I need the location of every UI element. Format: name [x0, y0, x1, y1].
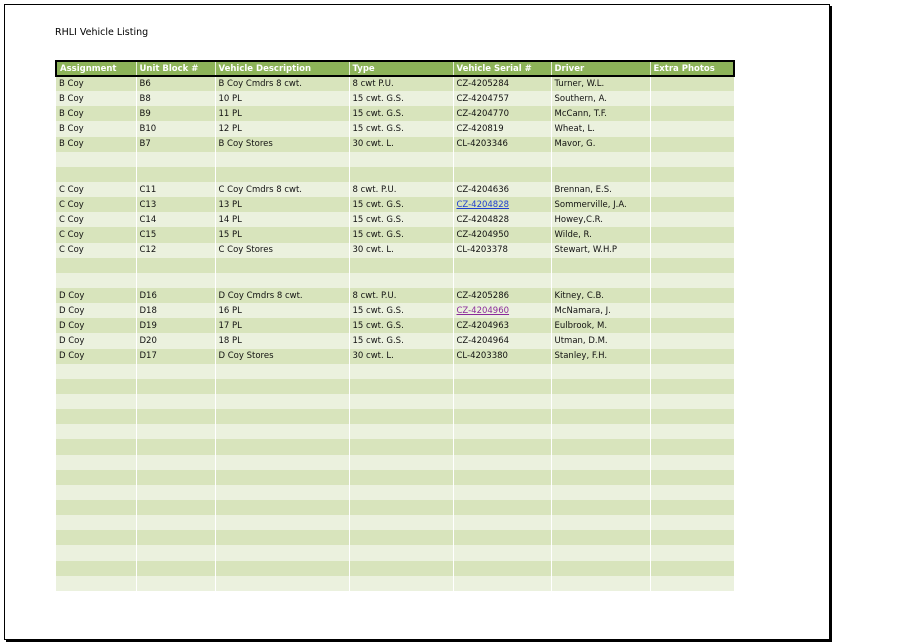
unit-block-cell: [136, 485, 215, 500]
table-row: [56, 227, 734, 242]
vehicle-description-cell: 11 PL: [215, 106, 349, 121]
extra-photos-cell: [650, 152, 734, 167]
table-row: [56, 530, 734, 545]
unit-block-cell: [136, 409, 215, 424]
assignment-cell: B Coy: [56, 106, 136, 121]
extra-photos-cell: [650, 91, 734, 106]
unit-block-cell: [136, 515, 215, 530]
extra-photos-cell: [650, 545, 734, 560]
header-driver: Driver: [551, 61, 650, 76]
extra-photos-cell: [650, 333, 734, 348]
assignment-cell: [56, 258, 136, 273]
vehicle-description-cell: D Coy Cmdrs 8 cwt.: [215, 288, 349, 303]
type-cell: [349, 424, 453, 439]
assignment-cell: [56, 424, 136, 439]
unit-block-cell: [136, 424, 215, 439]
vehicle-description-cell: B Coy Stores: [215, 137, 349, 152]
vehicle-serial-cell: CZ-4205284: [453, 76, 551, 91]
extra-photos-cell: [650, 273, 734, 288]
vehicle-serial-cell: [453, 258, 551, 273]
driver-cell: [551, 379, 650, 394]
assignment-cell: [56, 500, 136, 515]
type-cell: [349, 530, 453, 545]
table-row: [56, 197, 734, 212]
table-row: [56, 439, 734, 454]
type-cell: 15 cwt. G.S.: [349, 91, 453, 106]
driver-cell: [551, 258, 650, 273]
extra-photos-cell: [650, 424, 734, 439]
type-cell: [349, 152, 453, 167]
header-unit-block: Unit Block #: [136, 61, 215, 76]
type-cell: [349, 167, 453, 182]
vehicle-serial-cell: CZ-4204770: [453, 106, 551, 121]
type-cell: 15 cwt. G.S.: [349, 303, 453, 318]
vehicle-description-cell: [215, 455, 349, 470]
vehicle-serial-cell: [453, 545, 551, 560]
document-title: RHLI Vehicle Listing: [55, 27, 149, 38]
vehicle-description-cell: [215, 545, 349, 560]
assignment-cell: D Coy: [56, 288, 136, 303]
driver-cell: [551, 576, 650, 591]
extra-photos-cell: [650, 515, 734, 530]
vehicle-serial-cell: CZ-4204964: [453, 333, 551, 348]
table-row: [56, 470, 734, 485]
vehicle-description-cell: [215, 530, 349, 545]
header-type: Type: [349, 61, 453, 76]
driver-cell: [551, 273, 650, 288]
table-row: [56, 349, 734, 364]
extra-photos-cell: [650, 364, 734, 379]
table-row: [56, 212, 734, 227]
vehicle-serial-cell: [453, 439, 551, 454]
vehicle-serial-cell: [453, 303, 551, 318]
table-row: [56, 379, 734, 394]
extra-photos-cell: [650, 167, 734, 182]
type-cell: [349, 409, 453, 424]
unit-block-cell: [136, 258, 215, 273]
type-cell: 15 cwt. G.S.: [349, 333, 453, 348]
unit-block-cell: [136, 439, 215, 454]
assignment-cell: [56, 515, 136, 530]
extra-photos-cell: [650, 500, 734, 515]
type-cell: [349, 394, 453, 409]
driver-cell: [551, 394, 650, 409]
assignment-cell: [56, 576, 136, 591]
driver-cell: [551, 530, 650, 545]
type-cell: [349, 455, 453, 470]
type-cell: 30 cwt. L.: [349, 243, 453, 258]
unit-block-cell: D20: [136, 333, 215, 348]
vehicle-serial-cell: CL-4203380: [453, 349, 551, 364]
type-cell: [349, 273, 453, 288]
driver-cell: Utman, D.M.: [551, 333, 650, 348]
table-row: [56, 485, 734, 500]
table-row: [56, 76, 734, 91]
table-row: [56, 394, 734, 409]
table-row: [56, 91, 734, 106]
vehicle-serial-cell: [453, 424, 551, 439]
driver-cell: [551, 439, 650, 454]
vehicle-description-cell: [215, 470, 349, 485]
unit-block-cell: C11: [136, 182, 215, 197]
extra-photos-cell: [650, 121, 734, 136]
vehicle-description-cell: [215, 500, 349, 515]
extra-photos-cell: [650, 288, 734, 303]
table-row: [56, 455, 734, 470]
assignment-cell: [56, 485, 136, 500]
type-cell: 8 cwt. P.U.: [349, 182, 453, 197]
vehicle-serial-cell: CL-4203346: [453, 137, 551, 152]
extra-photos-cell: [650, 530, 734, 545]
assignment-cell: B Coy: [56, 137, 136, 152]
driver-cell: [551, 485, 650, 500]
assignment-cell: [56, 561, 136, 576]
assignment-cell: D Coy: [56, 349, 136, 364]
vehicle-description-cell: [215, 515, 349, 530]
unit-block-cell: C15: [136, 227, 215, 242]
vehicle-description-cell: [215, 485, 349, 500]
assignment-cell: C Coy: [56, 197, 136, 212]
table-row: [56, 364, 734, 379]
type-cell: 15 cwt. G.S.: [349, 212, 453, 227]
assignment-cell: [56, 364, 136, 379]
vehicle-serial-cell: [453, 561, 551, 576]
type-cell: 15 cwt. G.S.: [349, 318, 453, 333]
driver-cell: Brennan, E.S.: [551, 182, 650, 197]
vehicle-serial-cell: [453, 167, 551, 182]
assignment-cell: [56, 167, 136, 182]
table-row: [56, 258, 734, 273]
vehicle-serial-cell: [453, 515, 551, 530]
assignment-cell: B Coy: [56, 76, 136, 91]
extra-photos-cell: [650, 455, 734, 470]
vehicle-serial-cell: CZ-4204757: [453, 91, 551, 106]
vehicle-serial-cell: [453, 500, 551, 515]
driver-cell: [551, 515, 650, 530]
assignment-cell: D Coy: [56, 318, 136, 333]
table-row: [56, 318, 734, 333]
header-extra-photos: Extra Photos: [650, 61, 734, 76]
unit-block-cell: [136, 167, 215, 182]
type-cell: [349, 545, 453, 560]
extra-photos-cell: [650, 561, 734, 576]
driver-cell: Wilde, R.: [551, 227, 650, 242]
vehicle-serial-cell: CL-4203378: [453, 243, 551, 258]
vehicle-description-cell: C Coy Cmdrs 8 cwt.: [215, 182, 349, 197]
unit-block-cell: B8: [136, 91, 215, 106]
assignment-cell: [56, 409, 136, 424]
extra-photos-cell: [650, 576, 734, 591]
unit-block-cell: C14: [136, 212, 215, 227]
unit-block-cell: C13: [136, 197, 215, 212]
assignment-cell: [56, 530, 136, 545]
type-cell: [349, 258, 453, 273]
table-row: [56, 137, 734, 152]
table-row: [56, 333, 734, 348]
extra-photos-cell: [650, 182, 734, 197]
unit-block-cell: [136, 545, 215, 560]
type-cell: 15 cwt. G.S.: [349, 227, 453, 242]
unit-block-cell: [136, 364, 215, 379]
vehicle-description-cell: [215, 561, 349, 576]
table-row: [56, 409, 734, 424]
vehicle-description-cell: C Coy Stores: [215, 243, 349, 258]
table-row: [56, 167, 734, 182]
driver-cell: Southern, A.: [551, 91, 650, 106]
header-assignment: Assignment: [56, 61, 136, 76]
vehicle-serial-cell: [453, 470, 551, 485]
assignment-cell: C Coy: [56, 243, 136, 258]
table-row: [56, 288, 734, 303]
table-row: [56, 273, 734, 288]
unit-block-cell: [136, 273, 215, 288]
type-cell: 30 cwt. L.: [349, 349, 453, 364]
driver-cell: [551, 409, 650, 424]
assignment-cell: D Coy: [56, 333, 136, 348]
extra-photos-cell: [650, 349, 734, 364]
assignment-cell: C Coy: [56, 212, 136, 227]
driver-cell: Eulbrook, M.: [551, 318, 650, 333]
unit-block-cell: [136, 152, 215, 167]
driver-cell: [551, 364, 650, 379]
table-header-row: [56, 61, 734, 76]
vehicle-serial-cell: [453, 273, 551, 288]
table-row: [56, 500, 734, 515]
driver-cell: [551, 152, 650, 167]
extra-photos-cell: [650, 470, 734, 485]
assignment-cell: [56, 439, 136, 454]
extra-photos-cell: [650, 409, 734, 424]
vehicle-description-cell: 10 PL: [215, 91, 349, 106]
vehicle-serial-cell: [453, 530, 551, 545]
vehicle-serial-cell: CZ-4204963: [453, 318, 551, 333]
driver-cell: [551, 470, 650, 485]
serial-link[interactable]: CZ-4204828: [456, 199, 510, 210]
vehicle-description-cell: [215, 394, 349, 409]
extra-photos-cell: [650, 485, 734, 500]
type-cell: 8 cwt. P.U.: [349, 288, 453, 303]
vehicle-serial-cell: CZ-420819: [453, 121, 551, 136]
vehicle-serial-cell: [453, 394, 551, 409]
assignment-cell: C Coy: [56, 182, 136, 197]
vehicle-description-cell: [215, 258, 349, 273]
assignment-cell: [56, 455, 136, 470]
unit-block-cell: B10: [136, 121, 215, 136]
extra-photos-cell: [650, 212, 734, 227]
unit-block-cell: C12: [136, 243, 215, 258]
assignment-cell: [56, 545, 136, 560]
extra-photos-cell: [650, 439, 734, 454]
table-row: [56, 182, 734, 197]
vehicle-serial-cell: [453, 409, 551, 424]
unit-block-cell: [136, 379, 215, 394]
header-vehicle-description: Vehicle Description: [215, 61, 349, 76]
vehicle-description-cell: 16 PL: [215, 303, 349, 318]
driver-cell: McNamara, J.: [551, 303, 650, 318]
vehicle-description-cell: 13 PL: [215, 197, 349, 212]
unit-block-cell: [136, 455, 215, 470]
driver-cell: McCann, T.F.: [551, 106, 650, 121]
vehicle-description-cell: B Coy Cmdrs 8 cwt.: [215, 76, 349, 91]
extra-photos-cell: [650, 76, 734, 91]
unit-block-cell: [136, 561, 215, 576]
vehicle-serial-cell: CZ-4204828: [453, 212, 551, 227]
assignment-cell: [56, 379, 136, 394]
vehicle-serial-cell: [453, 152, 551, 167]
type-cell: [349, 364, 453, 379]
unit-block-cell: D18: [136, 303, 215, 318]
assignment-cell: C Coy: [56, 227, 136, 242]
vehicle-serial-cell: [453, 364, 551, 379]
table-row: [56, 561, 734, 576]
vehicle-description-cell: [215, 167, 349, 182]
vehicle-serial-cell: [453, 379, 551, 394]
unit-block-cell: B9: [136, 106, 215, 121]
vehicle-serial-cell: [453, 485, 551, 500]
type-cell: [349, 576, 453, 591]
type-cell: 8 cwt P.U.: [349, 76, 453, 91]
vehicle-description-cell: 17 PL: [215, 318, 349, 333]
vehicle-description-cell: 18 PL: [215, 333, 349, 348]
driver-cell: [551, 561, 650, 576]
vehicle-description-cell: 14 PL: [215, 212, 349, 227]
driver-cell: Stanley, F.H.: [551, 349, 650, 364]
assignment-cell: B Coy: [56, 121, 136, 136]
type-cell: 15 cwt. G.S.: [349, 121, 453, 136]
vehicle-description-cell: [215, 409, 349, 424]
serial-link[interactable]: CZ-4204960: [456, 305, 510, 316]
type-cell: [349, 485, 453, 500]
unit-block-cell: B6: [136, 76, 215, 91]
table-row: [56, 515, 734, 530]
unit-block-cell: B7: [136, 137, 215, 152]
driver-cell: Wheat, L.: [551, 121, 650, 136]
type-cell: [349, 515, 453, 530]
driver-cell: [551, 167, 650, 182]
type-cell: [349, 500, 453, 515]
vehicle-serial-cell: CZ-4204636: [453, 182, 551, 197]
driver-cell: Kitney, C.B.: [551, 288, 650, 303]
table-row: [56, 545, 734, 560]
type-cell: 15 cwt. G.S.: [349, 197, 453, 212]
type-cell: 15 cwt. G.S.: [349, 106, 453, 121]
assignment-cell: D Coy: [56, 303, 136, 318]
unit-block-cell: D19: [136, 318, 215, 333]
table-row: [56, 424, 734, 439]
unit-block-cell: [136, 576, 215, 591]
vehicle-serial-cell: [453, 576, 551, 591]
driver-cell: Mavor, G.: [551, 137, 650, 152]
vehicle-description-cell: 15 PL: [215, 227, 349, 242]
table-row: [56, 152, 734, 167]
assignment-cell: [56, 470, 136, 485]
unit-block-cell: [136, 500, 215, 515]
driver-cell: [551, 545, 650, 560]
type-cell: [349, 379, 453, 394]
driver-cell: [551, 455, 650, 470]
type-cell: 30 cwt. L.: [349, 137, 453, 152]
vehicle-description-cell: [215, 379, 349, 394]
extra-photos-cell: [650, 227, 734, 242]
table-row: [56, 106, 734, 121]
vehicle-description-cell: [215, 424, 349, 439]
vehicle-description-cell: [215, 576, 349, 591]
vehicle-description-cell: [215, 364, 349, 379]
vehicle-description-cell: [215, 439, 349, 454]
table-row: [56, 303, 734, 318]
vehicle-description-cell: [215, 273, 349, 288]
vehicle-description-cell: 12 PL: [215, 121, 349, 136]
unit-block-cell: [136, 530, 215, 545]
vehicle-serial-cell: CZ-4204950: [453, 227, 551, 242]
extra-photos-cell: [650, 197, 734, 212]
extra-photos-cell: [650, 318, 734, 333]
vehicle-serial-cell: [453, 455, 551, 470]
driver-cell: Sommerville, J.A.: [551, 197, 650, 212]
driver-cell: Turner, W.L.: [551, 76, 650, 91]
extra-photos-cell: [650, 243, 734, 258]
assignment-cell: [56, 152, 136, 167]
unit-block-cell: [136, 470, 215, 485]
assignment-cell: B Coy: [56, 91, 136, 106]
table-row: [56, 243, 734, 258]
vehicle-serial-cell: [453, 197, 551, 212]
vehicle-description-cell: D Coy Stores: [215, 349, 349, 364]
vehicle-serial-cell: CZ-4205286: [453, 288, 551, 303]
table-row: [56, 121, 734, 136]
type-cell: [349, 439, 453, 454]
header-vehicle-serial: Vehicle Serial #: [453, 61, 551, 76]
table-row: [56, 576, 734, 591]
extra-photos-cell: [650, 137, 734, 152]
type-cell: [349, 470, 453, 485]
unit-block-cell: [136, 394, 215, 409]
driver-cell: [551, 424, 650, 439]
vehicle-description-cell: [215, 152, 349, 167]
assignment-cell: [56, 394, 136, 409]
driver-cell: Howey,C.R.: [551, 212, 650, 227]
type-cell: [349, 561, 453, 576]
extra-photos-cell: [650, 106, 734, 121]
extra-photos-cell: [650, 394, 734, 409]
table-body: [56, 76, 734, 591]
extra-photos-cell: [650, 258, 734, 273]
driver-cell: Stewart, W.H.P: [551, 243, 650, 258]
driver-cell: [551, 500, 650, 515]
extra-photos-cell: [650, 379, 734, 394]
vehicle-listing-table: [55, 60, 735, 591]
assignment-cell: [56, 273, 136, 288]
unit-block-cell: D17: [136, 349, 215, 364]
unit-block-cell: D16: [136, 288, 215, 303]
extra-photos-cell: [650, 303, 734, 318]
